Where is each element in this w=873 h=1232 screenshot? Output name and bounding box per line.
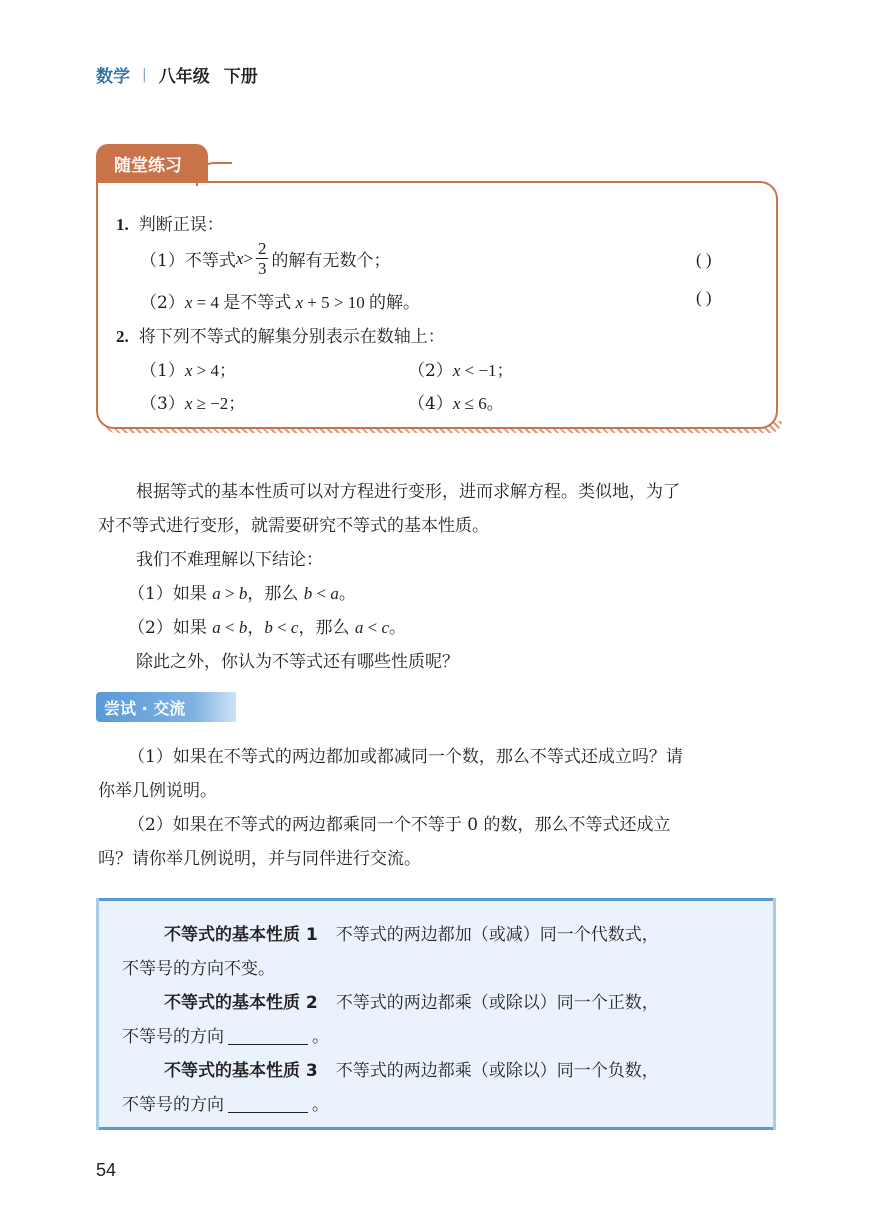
property-3-text: 不等式的两边都乘（或除以）同一个负数，	[335, 1061, 659, 1081]
q2-text: 将下列不等式的解集分别表示在数轴上：	[138, 327, 445, 347]
try-q1-line2: 你举几例说明。	[98, 781, 217, 801]
body-p3: 除此之外，你认为不等式还有哪些性质呢？	[136, 652, 459, 672]
property-2-blank[interactable]	[228, 1026, 308, 1045]
q1-1-prefix: （1）不等式	[140, 251, 236, 271]
q2-item-label: （4）	[408, 394, 453, 414]
property-3-line2-end: 。	[312, 1095, 329, 1115]
q2-item-rest: > 4；	[192, 361, 236, 380]
q2-item-4	[408, 389, 504, 414]
q1-1-fraction	[256, 240, 269, 277]
property-2-line2-end: 。	[312, 1027, 329, 1047]
try-exchange-title: 尝试 · 交流	[96, 692, 236, 722]
c1-a2: a	[330, 584, 339, 603]
body-p1-line1: 根据等式的基本性质可以对方程进行变形，进而求解方程。类似地，为了	[136, 482, 680, 502]
c1-b2: b	[303, 584, 313, 603]
fraction-numerator: 2	[257, 239, 267, 258]
try-q2-line1: （2）如果在不等式的两边都乘同一个不等于 0 的数，那么不等式还成立	[128, 815, 671, 835]
q1-text: 判断正误：	[138, 215, 224, 235]
c2-a: a	[212, 618, 221, 637]
c2-end: 。	[389, 618, 407, 638]
property-1-line1	[164, 918, 659, 952]
property-1-line2: 不等号的方向不变。	[122, 959, 275, 979]
c2-b2: b	[264, 618, 273, 637]
q2-item-label: （1）	[140, 361, 185, 381]
q2-item-rest: ≤ 6。	[460, 394, 504, 413]
q1-2-mid1: = 4 是不等式	[192, 293, 296, 312]
fraction-denominator: 3	[257, 259, 267, 278]
property-2-name: 不等式的基本性质 2	[164, 993, 318, 1013]
q2-item-1	[140, 356, 236, 381]
property-3-line2-text: 不等号的方向	[122, 1095, 224, 1115]
q2-item-2	[408, 356, 514, 381]
q1-1-answer-paren[interactable]: ( )	[696, 250, 712, 269]
properties-box-right-edge	[773, 898, 776, 1130]
property-2-line2-text: 不等号的方向	[122, 1027, 224, 1047]
try-q2-line2: 吗？请你举几例说明，并与同伴进行交流。	[98, 849, 421, 869]
q2-item-var: x	[184, 361, 193, 380]
page-number: 54	[96, 1160, 117, 1180]
property-2-line1	[164, 986, 659, 1020]
c1-b: b	[238, 584, 248, 603]
q1-2-var1: x	[184, 293, 193, 312]
c2-op1: <	[220, 618, 239, 637]
c2-op2: <	[272, 618, 291, 637]
conclusion-2	[128, 611, 406, 645]
page-header	[96, 62, 258, 87]
c1-a: a	[212, 584, 221, 603]
subject-title: 数学	[96, 67, 130, 87]
properties-box-left-edge	[96, 898, 99, 1130]
c2-c2: c	[381, 618, 390, 637]
practice-q1-2	[140, 288, 420, 313]
q1-1-var: x	[235, 248, 244, 268]
c2-c: c	[290, 618, 299, 637]
volume-label: 下册	[223, 67, 258, 87]
q2-item-rest: < −1；	[460, 361, 514, 380]
try-q1-line1: （1）如果在不等式的两边都加或都减同一个数，那么不等式还成立吗？请	[128, 747, 683, 767]
practice-title: 随堂练习	[96, 144, 208, 182]
practice-q1-1	[140, 240, 390, 277]
q2-item-3	[140, 389, 245, 414]
c1-op1: >	[220, 584, 239, 603]
q1-number: 1.	[116, 215, 129, 234]
q2-item-label: （3）	[140, 394, 185, 414]
grade-label: 八年级	[158, 67, 210, 87]
c2-op3: <	[363, 618, 382, 637]
property-3-line1	[164, 1054, 659, 1088]
q2-item-var: x	[452, 361, 461, 380]
c2-label: （2）如果	[128, 618, 213, 638]
c1-label: （1）如果	[128, 584, 213, 604]
body-p2: 我们不难理解以下结论：	[136, 550, 323, 570]
body-p1-line2: 对不等式进行变形，就需要研究不等式的基本性质。	[98, 516, 489, 536]
q1-2-prefix: （2）	[140, 293, 185, 313]
property-1-name: 不等式的基本性质 1	[164, 925, 318, 945]
c1-mid: ，那么	[247, 584, 304, 604]
q1-1-op: >	[243, 248, 253, 268]
q2-number: 2.	[116, 327, 129, 346]
conclusion-1	[128, 577, 356, 611]
q2-item-label: （2）	[408, 361, 453, 381]
property-2-text: 不等式的两边都乘（或除以）同一个正数，	[335, 993, 659, 1013]
q1-2-mid2: + 5 > 10 的解。	[303, 293, 420, 312]
c2-mid: ，那么	[298, 618, 355, 638]
property-3-line2	[122, 1088, 329, 1122]
property-1-text: 不等式的两边都加（或减）同一个代数式，	[335, 925, 659, 945]
c2-a2: a	[354, 618, 364, 637]
c2-sep: ，	[247, 618, 265, 638]
property-3-name: 不等式的基本性质 3	[164, 1061, 318, 1081]
c1-op2: <	[312, 584, 331, 603]
q2-item-var: x	[184, 394, 193, 413]
q2-item-var: x	[452, 394, 461, 413]
practice-q1	[116, 210, 224, 235]
q2-item-rest: ≥ −2；	[192, 394, 246, 413]
q1-1-suffix: 的解有无数个；	[271, 251, 391, 271]
q1-2-answer-paren[interactable]: ( )	[696, 288, 712, 307]
property-3-blank[interactable]	[228, 1094, 308, 1113]
c1-end: 。	[338, 584, 356, 604]
property-2-line2	[122, 1020, 329, 1054]
q1-2-var2: x	[295, 293, 304, 312]
header-separator: |	[142, 66, 147, 83]
c2-b: b	[238, 618, 248, 637]
practice-q2	[116, 322, 445, 347]
